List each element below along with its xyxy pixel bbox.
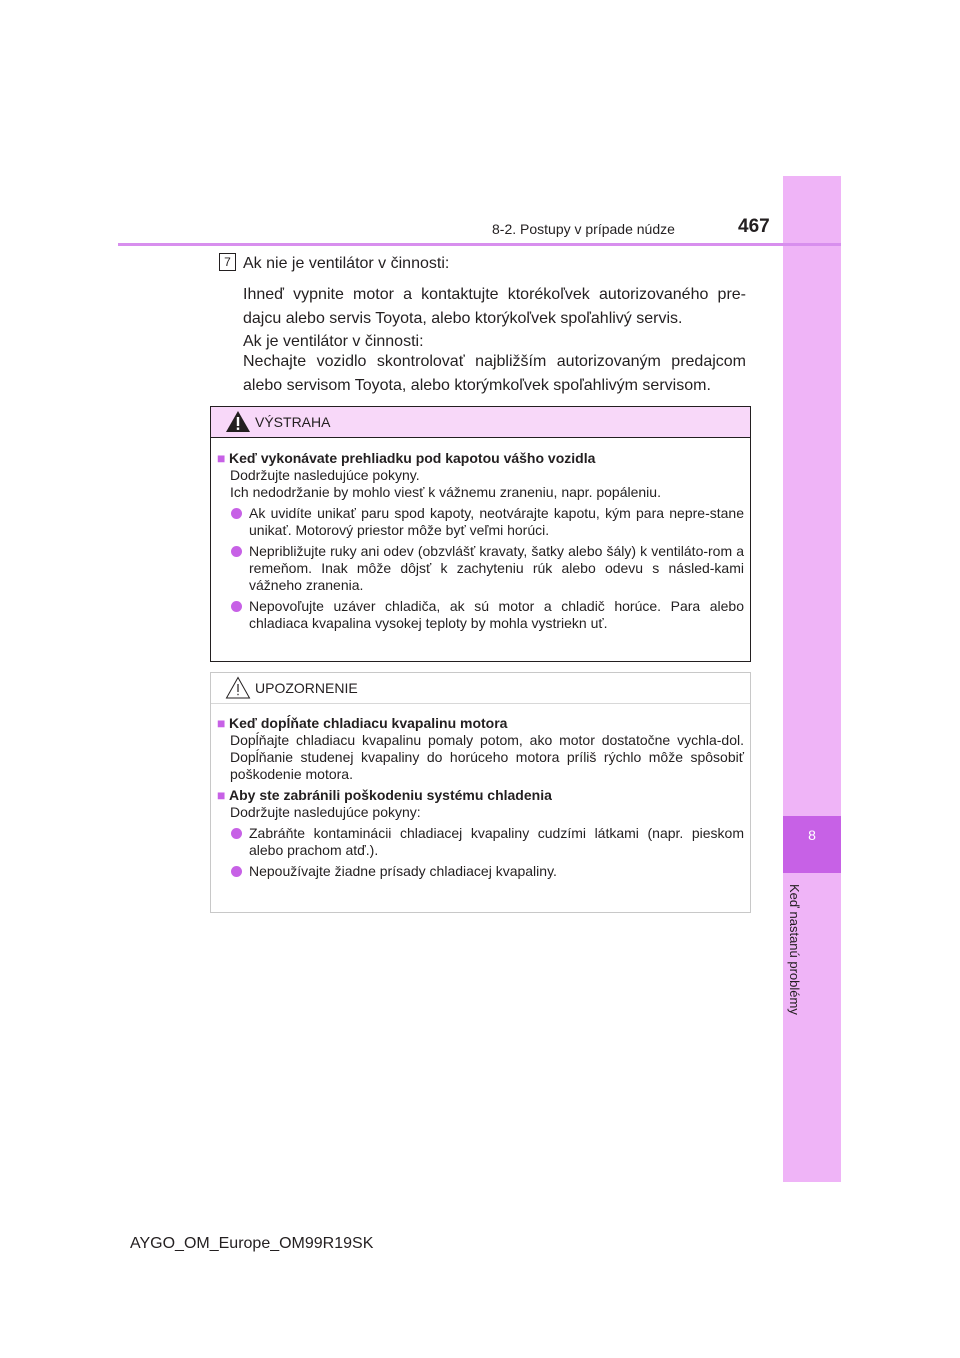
- notice-box: [210, 672, 751, 913]
- chapter-number: 8: [808, 827, 816, 843]
- warning-box-header: [211, 407, 750, 438]
- warning-intro-2: Ich nedodržanie by mohlo viesť k vážnemu zraneniu, napr. popáleniu.: [230, 484, 661, 500]
- warning-bullet: Nepribližujte ruky ani odev (obzvlášť kravaty, šatky alebo šály) k ventiláto-rom a remeňom. Inak môže dôjsť k zachyteniu rúk alebo odevu s násled-kami vážneho zranenia.: [217, 543, 744, 594]
- document-footer: AYGO_OM_Europe_OM99R19SK: [130, 1235, 374, 1252]
- round-bullet-icon: [231, 508, 242, 519]
- warning-intro-1: Dodržujte nasledujúce pokyny.: [230, 467, 420, 483]
- notice-triangle-icon: [225, 676, 251, 699]
- round-bullet-icon: [231, 866, 242, 877]
- notice-box-header: [211, 673, 750, 704]
- square-bullet-icon: ■: [217, 787, 226, 803]
- warning-triangle-icon: [225, 410, 251, 433]
- header-rule: [118, 243, 841, 246]
- notice-label: UPOZORNENIE: [255, 680, 358, 696]
- step-line-1: Ak nie je ventilátor v činnosti:: [243, 255, 450, 272]
- step-line-2: Ak je ventilátor v činnosti:: [243, 333, 424, 350]
- step-paragraph-2: Nechajte vozidlo skontrolovať najbližším autorizovaným predajcom alebo servisom Toyota, alebo ktorýmkoľvek spoľahlivým servisom.: [243, 353, 746, 394]
- notice-bullet: Zabráňte kontaminácii chladiacej kvapaliny cudzími látkami (napr. pieskom alebo prachom atď.).: [217, 825, 744, 859]
- notice-body: [217, 715, 744, 880]
- round-bullet-icon: [231, 546, 242, 557]
- warning-box: [210, 406, 751, 662]
- notice-heading-2: ■ Aby ste zabránili poškodeniu systému chladenia: [217, 787, 552, 803]
- page-number: 467: [738, 216, 770, 237]
- round-bullet-icon: [231, 601, 242, 612]
- step-number-box: 7: [219, 253, 236, 271]
- notice-bullet: Nepoužívajte žiadne prísady chladiacej kvapaliny.: [217, 863, 744, 880]
- step-paragraph-1: Ihneď vypnite motor a kontaktujte ktorékoľvek autorizovaného pre-dajcu alebo servis Toyota, alebo ktorýkoľvek spoľahlivý servis.: [243, 286, 746, 327]
- notice-text-1: Dopĺňajte chladiacu kvapalinu pomaly potom, ako motor dostatočne vychla-dol. Dopĺňanie studenej kvapaliny do horúceho motora príliš rýchlo môže spôsobiť poškodenie motora.: [230, 732, 744, 782]
- notice-heading-1: ■ Keď dopĺňate chladiacu kvapalinu motora: [217, 715, 508, 731]
- chapter-tab-active: [783, 816, 841, 873]
- warning-bullet: Nepovoľujte uzáver chladiča, ak sú motor a chladič horúce. Para alebo chladiaca kvapalina vysokej teploty by mohla vystriekn uť.: [217, 598, 744, 632]
- notice-intro-2: Dodržujte nasledujúce pokyny:: [230, 804, 421, 820]
- square-bullet-icon: ■: [217, 450, 226, 466]
- warning-bullet: Ak uvidíte unikať paru spod kapoty, neotvárajte kapotu, kým para nepre-stane unikať. Motorový priestor môže byť veľmi horúci.: [217, 505, 744, 539]
- square-bullet-icon: ■: [217, 715, 226, 731]
- warning-heading: ■ Keď vykonávate prehliadku pod kapotou vášho vozidla: [217, 450, 596, 466]
- round-bullet-icon: [231, 828, 242, 839]
- chapter-title: Keď nastanú problémy: [787, 884, 802, 1015]
- warning-body: [217, 450, 744, 632]
- warning-label: VÝSTRAHA: [255, 414, 331, 430]
- section-title: 8-2. Postupy v prípade núdze: [492, 221, 675, 237]
